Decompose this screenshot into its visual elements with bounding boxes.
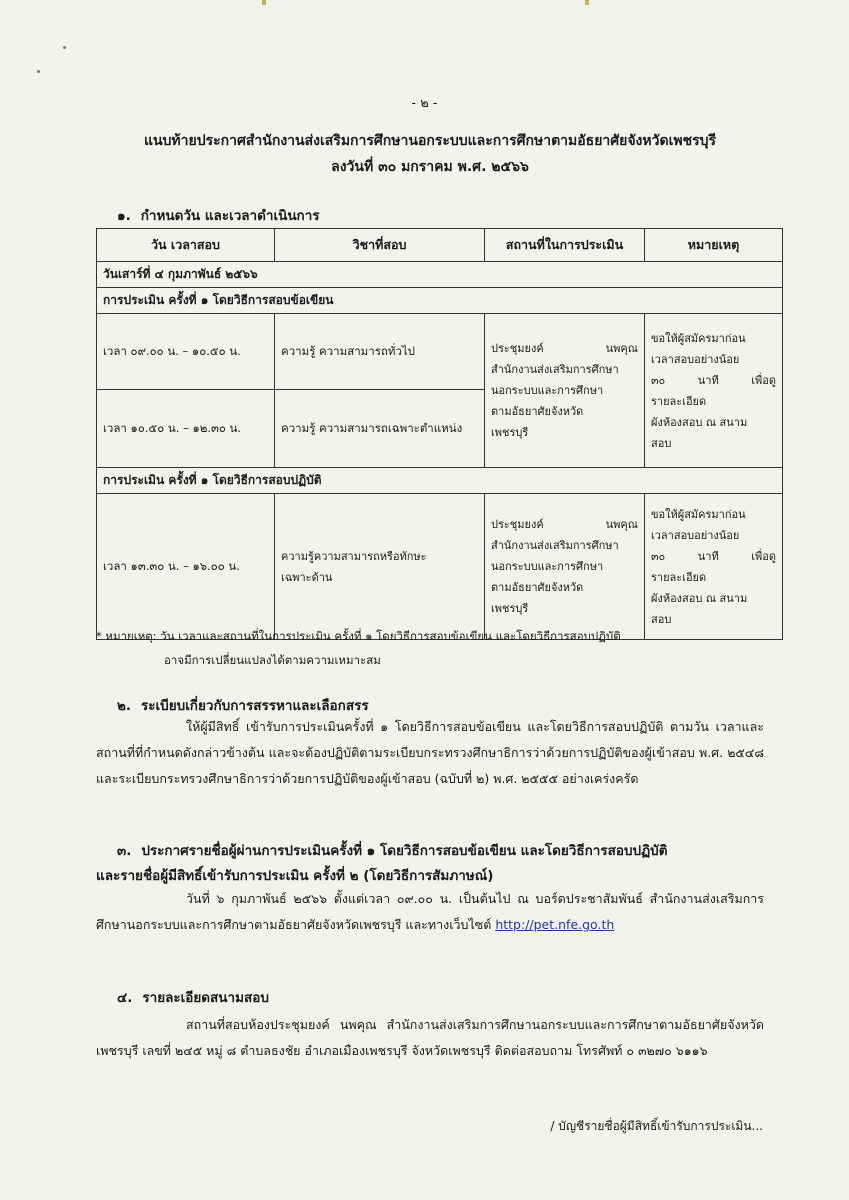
remark-line: เวลาสอบอย่างน้อย [651,528,740,542]
location-line: สำนักงานส่งเสริมการศึกษา [491,539,619,552]
location-cell [485,314,645,468]
remark-line: ๓๐ นาที เพื่อดู [651,373,776,387]
section-4-heading [117,986,269,1008]
group-row [97,288,783,314]
location-line: สำนักงานส่งเสริมการศึกษา [491,363,619,376]
location-line: นอกระบบและการศึกษา [491,384,604,397]
remark-line: รายละเอียด [651,394,707,408]
table-row [97,314,783,390]
section-3-heading [117,838,777,864]
location-cell [485,494,645,640]
scan-speck [37,70,40,73]
location-line: นอกระบบและการศึกษา [491,560,604,573]
document-title: แนบท้ายประกาศสำนักงานส่งเสริมการศึกษานอกระบบและการศึกษาตามอัธยาศัยจังหวัดเพชรบุรี [143,133,717,149]
section-number: ๔. [117,990,133,1006]
schedule-table [96,228,783,640]
website-link[interactable]: http://pet.nfe.go.th [495,917,615,932]
section-body-text: วันที่ ๖ กุมภาพันธ์ ๒๕๖๖ ตั้งแต่เวลา ๐๙.๐๐ น. เป็นต้นไป ณ บอร์ดประชาสัมพันธ์ สำนักงานส่งเสริมการศึกษานอกระบบและการศึกษาตามอัธยาศัยจังหวัดเพชรบุรี และทางเว็บไซต์ [96,891,764,932]
section-title: กำหนดวัน และเวลาดำเนินการ [140,208,320,224]
remark-line: ๓๐ นาที เพื่อดู [651,549,776,563]
section-number: ๒. [117,698,132,714]
header-subject: วิชาที่สอบ [275,229,485,262]
section-title: รายละเอียดสนามสอบ [142,990,269,1006]
header-time: วัน เวลาสอบ [97,229,275,262]
section-1-heading [117,204,320,226]
location-line: ตามอัธยาศัยจังหวัด [491,405,584,418]
location-line: ประชุมยงค์ นพคุณ [491,342,638,355]
note-line: อาจมีการเปลี่ยนแปลงได้ตามความเหมาะสม [164,653,381,667]
page-number: - ๒ - [411,96,438,111]
location-line: ประชุมยงค์ นพคุณ [491,518,638,531]
time-cell: เวลา ๑๓.๓๐ น. – ๑๖.๐๐ น. [97,494,275,640]
section-body-text: สถานที่สอบห้องประชุมยงค์ นพคุณ สำนักงานส่งเสริมการศึกษานอกระบบและการศึกษาตามอัธยาศัยจังหวัดเพชรบุรี เลขที่ ๒๔๕ หมู่ ๘ ตำบลธงชัย อำเภอเมืองเพชรบุรี จังหวัดเพชรบุรี ติดต่อสอบถาม โทรศัพท์ ๐ ๓๒๗๐ ๖๑๑๖ [96,1017,764,1058]
location-line: เพชรบุรี [491,426,529,439]
continuation-note: / บัญชีรายชื่อผู้มีสิทธิ์เข้ารับการประเมิน... [550,1119,763,1133]
header-location: สถานที่ในการประเมิน [485,229,645,262]
remark-line: ขอให้ผู้สมัครมาก่อน [651,507,746,521]
group-row [97,468,783,494]
subject-line: ความรู้ความสามารถหรือทักษะ [281,549,427,563]
section-number: ๓. [117,843,132,859]
section-body-text: ให้ผู้มีสิทธิ์ เข้ารับการประเมินครั้งที่ ๑ โดยวิธีการสอบข้อเขียน และโดยวิธีการสอบปฏิบัติ ตามวัน เวลาและสถานที่ที่กำหนดดังกล่าวข้างต้น และจะต้องปฏิบัติตามระเบียบกระทรวงศึกษาธิการว่าด้วยการปฏิบัติของผู้เข้าสอบ พ.ศ. ๒๕๔๘ และระเบียบกระทรวงศึกษาธิการว่าด้วยการปฏิบัติของผู้เข้าสอบ (ฉบับที่ ๒) พ.ศ. ๒๕๕๕ อย่างเคร่งครัด [96,719,764,786]
time-cell: เวลา ๑๐.๕๐ น. – ๑๒.๓๐ น. [97,390,275,468]
subject-cell [275,494,485,640]
scan-mark [262,0,266,5]
day-row [97,262,783,288]
section-3-body [96,886,764,938]
document-date: ลงวันที่ ๓๐ มกราคม พ.ศ. ๒๕๖๖ [331,159,529,175]
section-3-heading-cont: และรายชื่อผู้มีสิทธิ์เข้ารับการประเมิน ครั้งที่ ๒ (โดยวิธีการสัมภาษณ์) [96,868,494,884]
subject-cell: ความรู้ ความสามารถทั่วไป [275,314,485,390]
remark-cell [645,494,783,640]
group-cell: การประเมิน ครั้งที่ ๑ โดยวิธีการสอบข้อเขียน [97,288,783,314]
table-header-row [97,229,783,262]
time-cell: เวลา ๐๙.๐๐ น. – ๑๐.๕๐ น. [97,314,275,390]
remark-line: รายละเอียด [651,570,707,584]
section-2-heading [117,694,369,716]
header-remark: หมายเหตุ [645,229,783,262]
section-number: ๑. [117,208,131,224]
subject-cell: ความรู้ ความสามารถเฉพาะตำแหน่ง [275,390,485,468]
subject-line: เฉพาะด้าน [281,570,333,584]
section-4-body [96,1012,764,1064]
location-line: ตามอัธยาศัยจังหวัด [491,581,584,594]
scan-mark [585,0,589,5]
section-title: ระเบียบเกี่ยวกับการสรรหาและเลือกสรร [141,698,369,714]
note-line: * หมายเหตุ: วัน เวลาและสถานที่ในการประเมิน ครั้งที่ ๑ โดยวิธีการสอบข้อเขียน และโดยวิธีการสอบปฏิบัติ [96,629,621,643]
day-cell: วันเสาร์ที่ ๔ กุมภาพันธ์ ๒๕๖๖ [97,262,783,288]
section-title: ประกาศรายชื่อผู้ผ่านการประเมินครั้งที่ ๑ โดยวิธีการสอบข้อเขียน และโดยวิธีการสอบปฏิบัติ [141,843,668,859]
remark-line: เวลาสอบอย่างน้อย [651,352,740,366]
remark-line: สอบ [651,612,672,626]
table-row [97,494,783,640]
section-2-body [96,714,764,792]
remark-cell [645,314,783,468]
scan-speck [63,46,66,49]
remark-line: ผังห้องสอบ ณ สนาม [651,591,748,605]
remark-line: ผังห้องสอบ ณ สนาม [651,415,748,429]
remark-line: ขอให้ผู้สมัครมาก่อน [651,331,746,345]
location-line: เพชรบุรี [491,602,529,615]
group-cell: การประเมิน ครั้งที่ ๑ โดยวิธีการสอบปฏิบัติ [97,468,783,494]
remark-line: สอบ [651,436,672,450]
